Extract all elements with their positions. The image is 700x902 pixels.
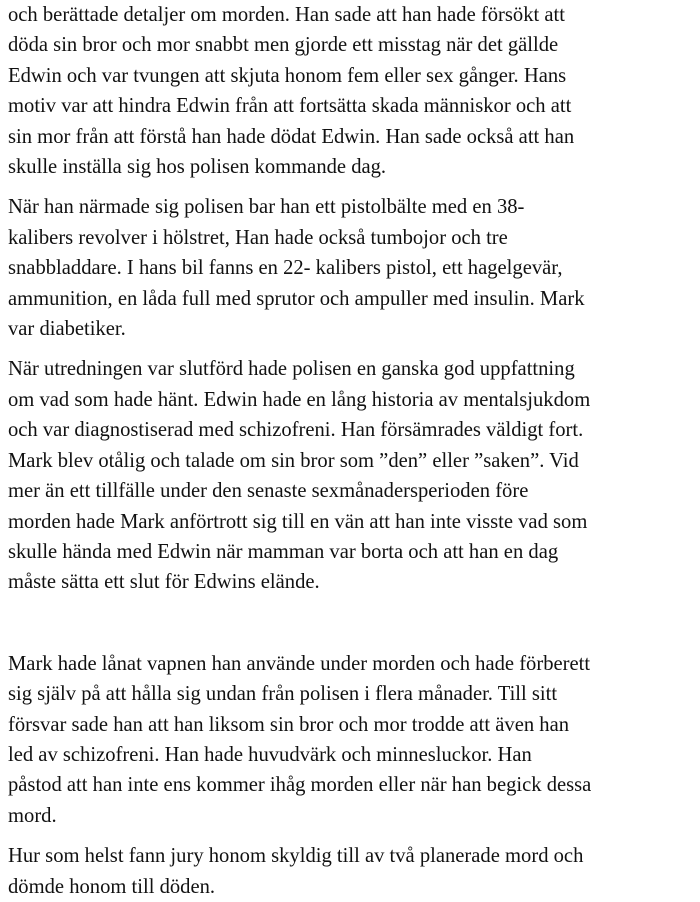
text-line: och var diagnostiserad med schizofreni. Han försämrades väldigt fort. [8, 419, 584, 442]
text-line: mord. [8, 804, 57, 827]
paragraph-1 [8, 0, 694, 182]
paragraph-spacer [8, 344, 694, 354]
text-line: och berättade detaljer om morden. Han sade att han hade försökt att [8, 4, 565, 26]
text-line: skulle inställa sig hos polisen kommande dag. [8, 156, 387, 179]
text-line: snabbladdare. I hans bil fanns en 22- kalibers pistol, ett hagelgevär, [8, 257, 563, 280]
paragraph-4 [8, 649, 694, 831]
text-line: När han närmade sig polisen bar han ett pistolbälte med en 38- [8, 196, 525, 219]
paragraph-3 [8, 354, 694, 597]
text-line: skulle hända med Edwin när mamman var borta och att han en dag [8, 540, 559, 563]
text-line: motiv var att hindra Edwin från att fortsätta skada människor och att [8, 95, 572, 118]
text-line: sin mor från att förstå han hade dödat Edwin. Han sade också att han [8, 125, 575, 148]
text-line: Mark hade lånat vapnen han använde under morden och hade förberett [8, 652, 591, 675]
text-line: om vad som hade hänt. Edwin hade en lång historia av mentalsjukdom [8, 388, 591, 411]
text-line: kalibers revolver i hölstret, Han hade också tumbojor och tre [8, 226, 508, 249]
paragraph-spacer [8, 598, 694, 649]
text-line: led av schizofreni. Han hade huvudvärk och minnesluckor. Han [8, 743, 532, 766]
paragraph-spacer [8, 831, 694, 841]
text-line: mer än ett tillfälle under den senaste sexmånadersperioden före [8, 480, 529, 503]
text-line: Hur som helst fann jury honom skyldig till av två planerade mord och [8, 845, 584, 868]
text-line: påstod att han inte ens kommer ihåg morden eller när han begick dessa [8, 774, 592, 797]
paragraph-spacer [8, 182, 694, 192]
text-line: Mark blev otålig och talade om sin bror som ”den” eller ”saken”. Vid [8, 449, 579, 472]
paragraph-5 [8, 841, 694, 902]
text-line: ammunition, en låda full med sprutor och ampuller med insulin. Mark [8, 287, 585, 310]
text-line: sig själv på att hålla sig undan från polisen i flera månader. Till sitt [8, 683, 558, 706]
document-page [8, 0, 694, 902]
paragraph-2 [8, 192, 694, 344]
text-line: morden hade Mark anförtrott sig till en vän att han inte visste vad som [8, 510, 588, 533]
text-line: dömde honom till döden. [8, 875, 216, 898]
text-line: Edwin och var tvungen att skjuta honom fem eller sex gånger. Hans [8, 64, 567, 87]
text-line: måste sätta ett slut för Edwins elände. [8, 571, 320, 594]
text-line: var diabetiker. [8, 318, 126, 341]
text-line: försvar sade han att han liksom sin bror och mor trodde att även han [8, 713, 570, 736]
text-line: döda sin bror och mor snabbt men gjorde ett misstag när det gällde [8, 34, 559, 57]
text-line: När utredningen var slutförd hade polisen en ganska god uppfattning [8, 358, 575, 381]
